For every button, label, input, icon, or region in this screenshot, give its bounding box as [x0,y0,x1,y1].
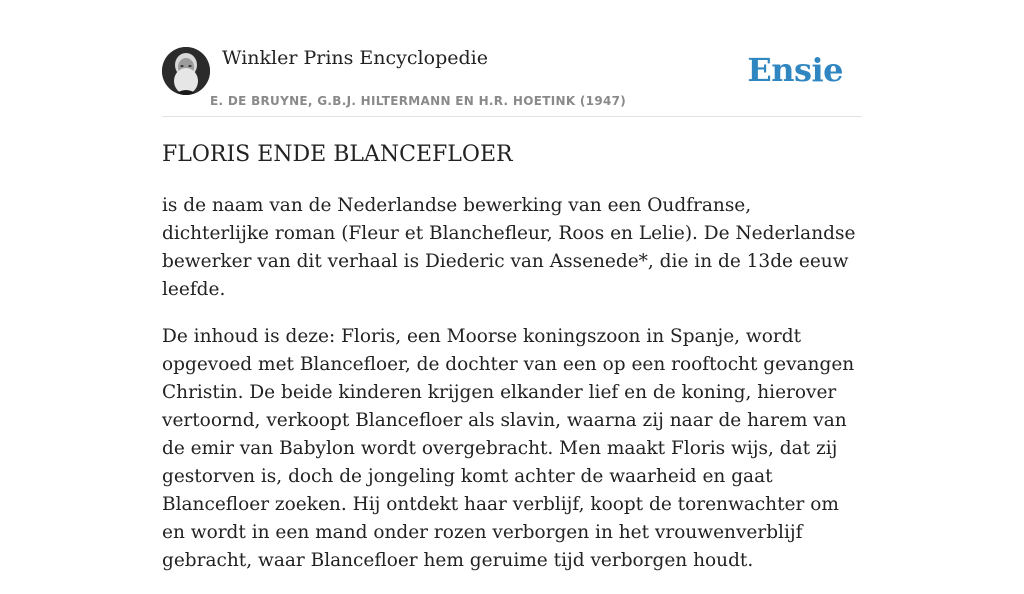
source-authors: E. DE BRUYNE, G.B.J. HILTERMANN EN H.R. HOETINK (1947) [210,94,627,108]
source-header [162,0,862,117]
source-title[interactable]: Winkler Prins Encyclopedie [222,47,488,69]
article-paragraph: is de naam van de Nederlandse bewerking van een Oudfranse, dichterlijke roman (Fleur et Blanchefleur, Roos en Lelie). De Nederlandse bewerker van dit verhaal is Diederic van Assenede*, die in de 13de eeuw leefde. [162,195,856,300]
article-paragraph: De inhoud is deze: Floris, een Moorse koningszoon in Spanje, wordt opgevoed met Blancefloer, de dochter van een op een rooftocht gevangen Christin. De beide kinderen krijgen elkander lief en de koning, hierover vertoornd, verkoopt Blancefloer als slavin, waarna zij naar de harem van de emir van Babylon wordt overgebracht. Men maakt Floris wijs, dat zij gestorven is, doch de jongeling komt achter de waarheid en gaat Blancefloer zoeken. Hij ontdekt haar verblijf, koopt de torenwachter om en wordt in een mand onder rozen verborgen in het vrouwenverblijf gebracht, waar Blancefloer hem geruime tijd verborgen houdt. [162,326,855,571]
author-avatar[interactable] [162,47,210,95]
article-title: FLORIS ENDE BLANCEFLOER [162,142,513,167]
ensie-logo[interactable]: Ensie [747,51,843,89]
article-page [162,0,862,571]
article-body [162,192,862,594]
portrait-icon [162,47,210,95]
